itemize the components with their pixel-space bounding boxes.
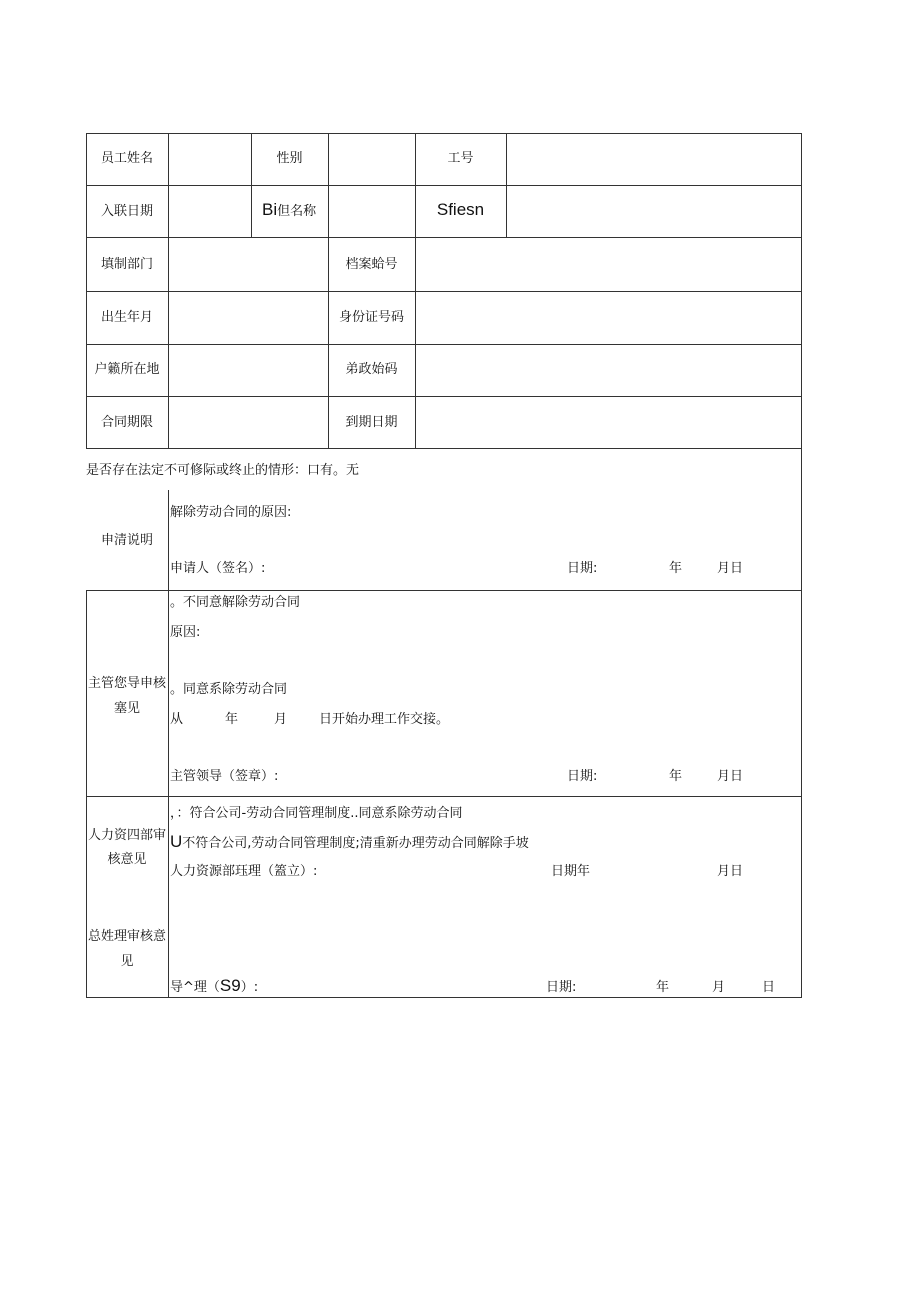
- disagree-reason-label: 原因:: [170, 625, 201, 640]
- birth-date-label: 出生年月: [100, 310, 153, 325]
- row-divider: [86, 291, 802, 292]
- hr-comply-option: ，：符合公司-劳动合同管理制度..同意系除劳动合同: [170, 806, 463, 821]
- code-label: Sfiesn: [436, 200, 485, 219]
- gm-signature-label-b: S9: [219, 976, 241, 995]
- gm-month-label: 月: [712, 980, 726, 995]
- position-label-prefix: Bi: [262, 200, 278, 219]
- handover-start-text: 日开始办理工作交接。: [319, 712, 450, 727]
- gm-signature-label: [170, 978, 258, 996]
- apply-monthday-label: 月日: [717, 561, 744, 576]
- label-column-divider: [168, 490, 169, 998]
- hr-noncomply-option: [170, 834, 529, 852]
- legal-condition-question: 是否存在法定不可修际或终止的情形：口有。无: [86, 463, 360, 478]
- gm-year-label: 年: [656, 980, 670, 995]
- hr-noncomply-text: 不符合公司,劳动合同管理制度;清重新办理劳动合同解除手坡: [182, 836, 529, 851]
- expire-date-label: 到期日期: [345, 415, 398, 430]
- supervisor-date-label: 日期:: [567, 769, 598, 784]
- hr-noncomply-marker: U: [170, 832, 183, 851]
- column-divider: [506, 133, 507, 237]
- position-label-text: 但名称: [277, 204, 317, 219]
- row-divider: [86, 796, 802, 797]
- hr-monthday-label: 月日: [717, 864, 744, 879]
- supervisor-signature-label: 主管领导（签章）:: [170, 769, 279, 784]
- supervisor-year-label: 年: [669, 769, 683, 784]
- department-label: 填制部门: [100, 257, 153, 272]
- phone-label: 弟政始码: [345, 362, 398, 377]
- hr-section-label-line2: 核意见: [107, 852, 147, 867]
- label-column-divider: [168, 133, 169, 448]
- handover-year-label: 年: [225, 712, 239, 727]
- contract-term-label: 合同期限: [100, 415, 153, 430]
- apply-year-label: 年: [669, 561, 683, 576]
- gm-signature-label-a: 导^理（: [170, 980, 220, 995]
- hukou-label: 户籁所在地: [94, 362, 160, 377]
- gm-day-label: 日: [762, 980, 776, 995]
- handover-month-label: 月: [274, 712, 288, 727]
- table-bottom-border: [86, 997, 802, 998]
- table-right-border: [801, 133, 802, 998]
- column-divider: [328, 133, 329, 448]
- hr-manager-signature-label: 人力资源部珏理（篕立）:: [170, 864, 318, 879]
- row-divider: [86, 396, 802, 397]
- gm-section-label-line2: 见: [120, 954, 134, 969]
- row-divider: [86, 448, 802, 449]
- gender-label: 性别: [276, 151, 303, 166]
- id-card-label: 身份证号码: [338, 310, 404, 325]
- applicant-signature-label: 申请人（签名）:: [170, 561, 266, 576]
- agree-option: 。同意系除劳动合同: [170, 682, 288, 697]
- handover-from-label: 从: [170, 712, 184, 727]
- column-divider: [415, 133, 416, 448]
- gm-date-label: 日期:: [546, 980, 577, 995]
- row-divider: [86, 344, 802, 345]
- row-divider: [86, 185, 802, 186]
- position-label: [262, 202, 316, 220]
- row-divider: [86, 590, 802, 591]
- table-top-border: [86, 133, 802, 134]
- gm-section-label-line1: 总姓理审核意: [87, 929, 166, 944]
- column-divider: [251, 133, 252, 237]
- supervisor-section-label-line1: 主管您导申核: [87, 676, 166, 691]
- termination-reason-label: 解除劳动合同的原因:: [170, 505, 292, 520]
- table-left-border: [86, 133, 87, 448]
- row-divider: [86, 237, 802, 238]
- supervisor-monthday-label: 月日: [717, 769, 744, 784]
- hr-date-label: 日期年: [551, 864, 591, 879]
- archive-number-label: 档案蛤号: [345, 257, 398, 272]
- supervisor-section-label-line2: 塞见: [113, 701, 140, 716]
- hr-section-label-line1: 人力资四部审: [87, 828, 166, 843]
- employee-name-label: 员工姓名: [100, 151, 153, 166]
- disagree-option: 。不同意解除劳动合同: [170, 595, 301, 610]
- apply-section-label: 申清说明: [100, 533, 153, 548]
- join-date-label: 入联日期: [100, 204, 153, 219]
- employee-id-label: 工号: [447, 151, 474, 166]
- apply-date-label: 日期:: [567, 561, 598, 576]
- gm-signature-label-c: ）:: [240, 980, 259, 995]
